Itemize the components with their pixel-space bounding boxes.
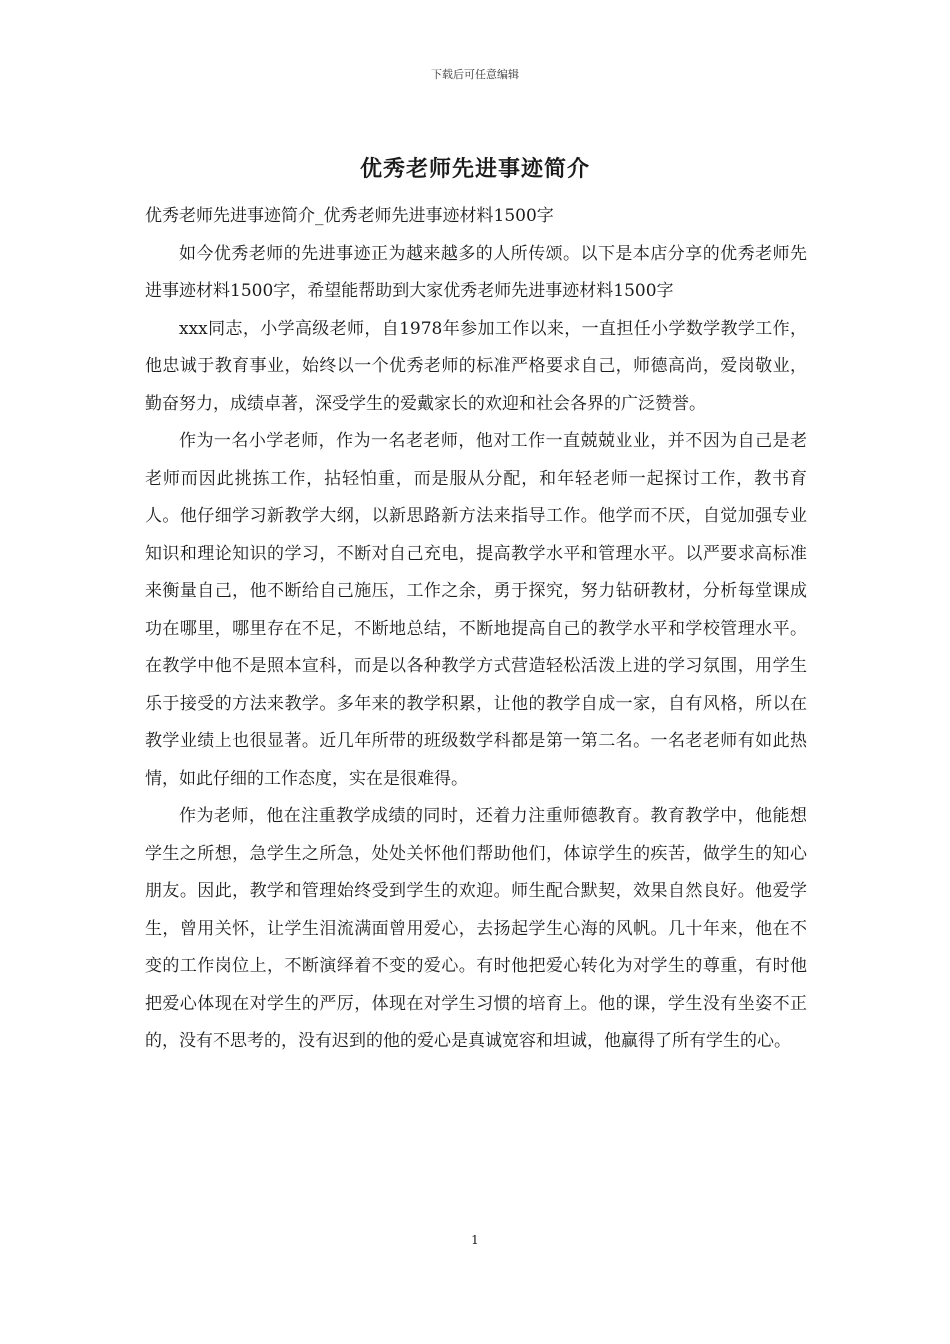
document-title: 优秀老师先进事迹简介 [359,156,590,182]
document-body [145,198,807,1061]
paragraph: 作为一名小学老师，作为一名老老师，他对工作一直兢兢业业，并不因为自己是老老师而因此挑拣工作，拈轻怕重，而是服从分配，和年轻老师一起探讨工作，教书育人。他仔细学习新教学大纲，以新思路新方法来指导工作。他学而不厌，自觉加强专业知识和理论知识的学习，不断对自己充电，提高教学水平和管理水平。以严要求高标准来衡量自己，他不断给自己施压，工作之余，勇于探究，努力钻研教材，分析每堂课成功在哪里，哪里存在不足，不断地总结，不断地提高自己的教学水平和学校管理水平。在教学中他不是照本宣科，而是以各种教学方式营造轻松活泼上进的学习氛围，用学生乐于接受的方法来教学。多年来的教学积累，让他的教学自成一家，自有风格，所以在教学业绩上也很显著。近几年所带的班级数学科都是第一第二名。一名老老师有如此热情，如此仔细的工作态度，实在是很难得。 [145,431,807,789]
paragraph: 作为老师，他在注重教学成绩的同时，还着力注重师德教育。教育教学中，他能想学生之所想，急学生之所急，处处关怀他们帮助他们，体谅学生的疾苦，做学生的知心朋友。因此，教学和管理始终受到学生的欢迎。师生配合默契，效果自然良好。他爱学生，曾用关怀，让学生泪流满面曾用爱心，去扬起学生心海的风帆。几十年来，他在不变的工作岗位上，不断演绎着不变的爱心。有时他把爱心转化为对学生的尊重，有时他把爱心体现在对学生的严厉，体现在对学生习惯的培育上。他的课，学生没有坐姿不正的，没有不思考的，没有迟到的他的爱心是真诚宽容和坦诚，他赢得了所有学生的心。 [145,806,807,1051]
header-note: 下载后可任意编辑 [431,68,519,81]
page-number: 1 [471,1233,479,1247]
paragraph: xxx同志，小学高级老师，自1978年参加工作以来，一直担任小学数学教学工作，他忠诚于教育事业，始终以一个优秀老师的标准严格要求自己，师德高尚，爱岗敬业，勤奋努力，成绩卓著，深受学生的爱戴家长的欢迎和社会各界的广泛赞誉。 [145,318,807,414]
document-subtitle: 优秀老师先进事迹简介_优秀老师先进事迹材料1500字 [145,206,554,226]
paragraph: 如今优秀老师的先进事迹正为越来越多的人所传颂。以下是本店分享的优秀老师先进事迹材料1500字，希望能帮助到大家优秀老师先进事迹材料1500字 [145,243,807,301]
